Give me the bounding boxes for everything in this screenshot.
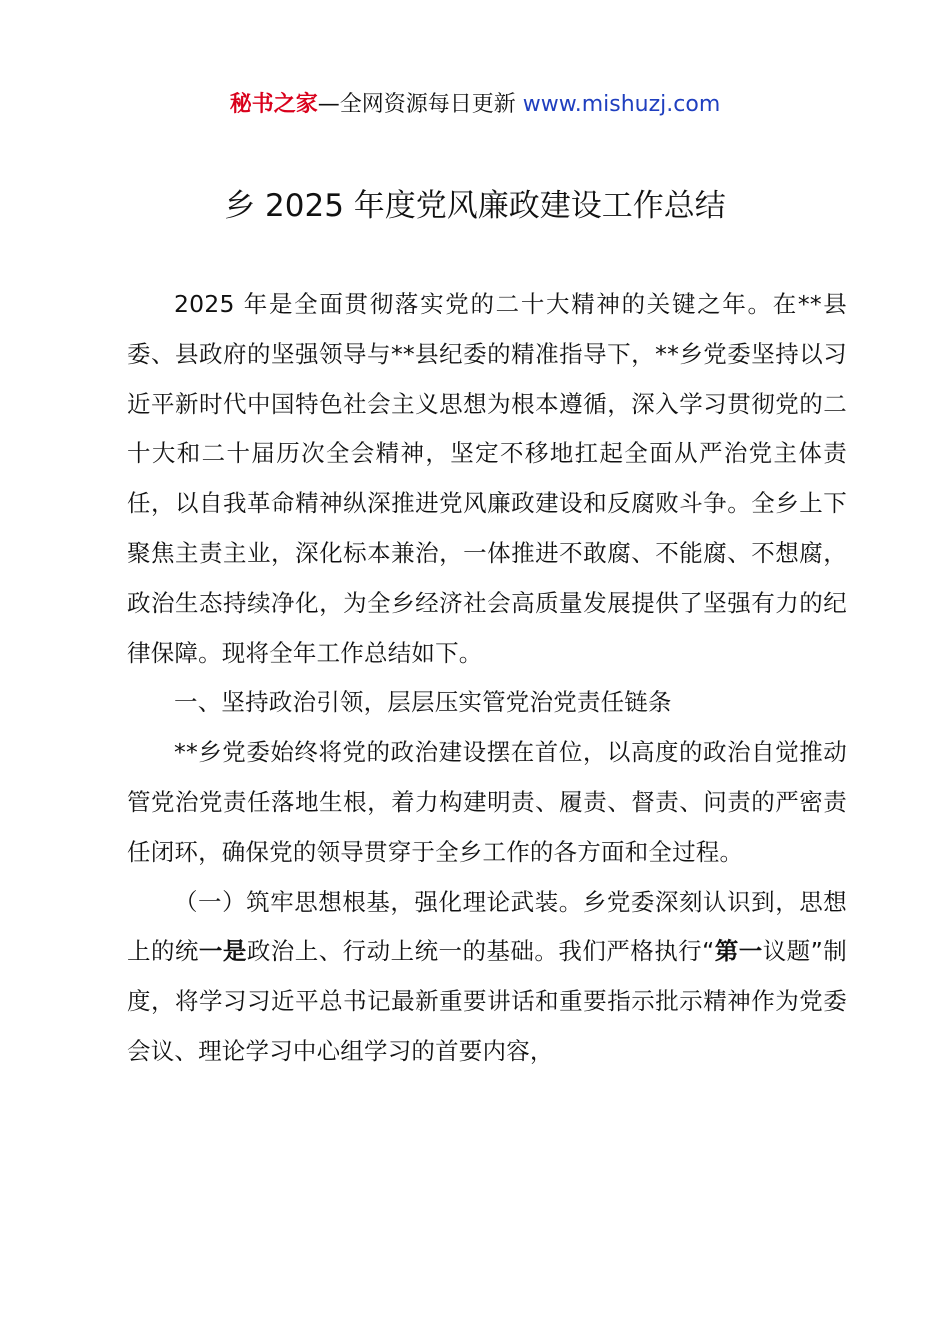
brand-name[interactable]: 秘书之家 — [229, 92, 318, 117]
subsection-1-text-c: 议题”制度，将学习习近平总书记最新重要讲话和重要指示批示精神作为党委会议、理论学习中心组学习的首要内容， — [127, 937, 847, 1065]
document-body — [127, 280, 847, 1077]
site-slogan: —全网资源每日更新 — [317, 92, 523, 117]
document-title: 乡 2025 年度党风廉政建设工作总结 — [224, 188, 726, 224]
subsection-1-bold-a: 一是 — [198, 937, 247, 966]
subsection-1-text-b: 政治上、行动上统一的基础。我们严格执行“ — [246, 937, 715, 966]
section-1-paragraph: **乡党委始终将党的政治建设摆在首位，以高度的政治自觉推动管党治党责任落地生根，着力构建明责、履责、督责、问责的严密责任闭环，确保党的领导贯穿于全乡工作的各方面和全过程。 — [127, 738, 847, 866]
site-url-link[interactable]: www.mishuzj.com — [522, 92, 721, 117]
subsection-1-paragraph — [127, 878, 847, 1077]
subsection-1-text-a: （一）筑牢思想根基，强化理论武装。乡党委深刻认识到，思想上的统 — [127, 887, 847, 966]
intro-paragraph: 2025 年是全面贯彻落实党的二十大精神的关键之年。在**县委、县政府的坚强领导与**县纪委的精准指导下，**乡党委坚持以习近平新时代中国特色社会主义思想为根本遵循，深入学习贯彻党的二十大和二十届历次全会精神，坚定不移地扛起全面从严治党主体责任，以自我革命精神纵深推进党风廉政建设和反腐败斗争。全乡上下聚焦主责主业，深化标本兼治，一体推进不敢腐、不能腐、不想腐，政治生态持续净化，为全乡经济社会高质量发展提供了坚强有力的纪律保障。现将全年工作总结如下。 — [127, 290, 847, 667]
subsection-1-bold-b: 第一 — [714, 937, 763, 966]
section-heading-1: 一、坚持政治引领，层层压实管党治党责任链条 — [174, 688, 672, 717]
site-header — [0, 88, 950, 122]
